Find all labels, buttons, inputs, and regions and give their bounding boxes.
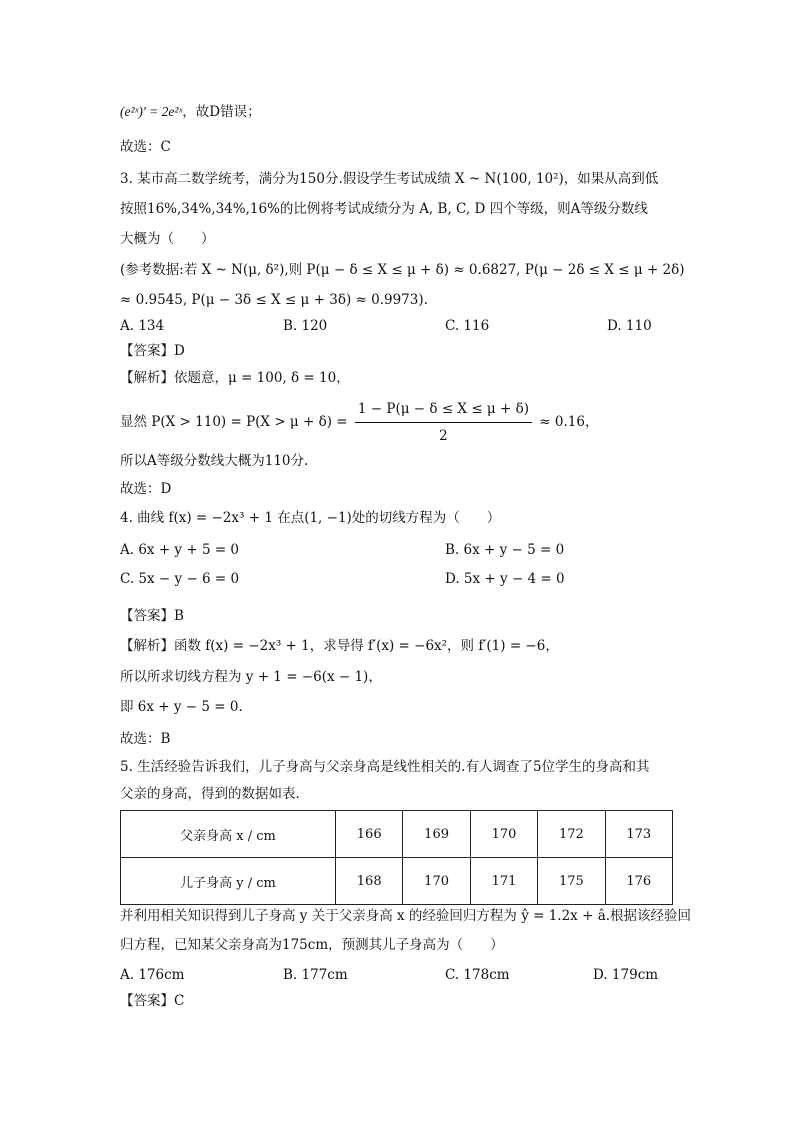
choose-c: 故选：C: [120, 139, 171, 155]
row-label-son: 儿子身高 y / cm: [121, 858, 336, 905]
table-cell: 170: [403, 858, 470, 905]
table-cell: 172: [538, 811, 605, 858]
q3-analysis-line2: [120, 398, 598, 447]
q5-answer: 【答案】C: [120, 993, 185, 1009]
table-row-son: [121, 858, 673, 905]
q3-answer: 【答案】D: [120, 343, 185, 359]
q4-option-d: D. 5x + y − 4 = 0: [445, 571, 565, 587]
table-cell: 168: [336, 858, 403, 905]
table-row-father: [121, 811, 673, 858]
q3-reference-line2: ≈ 0.9545, P(μ − 3δ ≤ X ≤ μ + 3δ) ≈ 0.9973).: [120, 292, 428, 308]
table-cell: 175: [538, 858, 605, 905]
q3-analysis2-post: ≈ 0.16，: [539, 414, 599, 430]
q4-answer: 【答案】B: [120, 608, 184, 624]
q3-option-a: A. 134: [120, 318, 165, 334]
q4-option-a: A. 6x + y + 5 = 0: [120, 542, 240, 558]
table-cell: 170: [470, 811, 537, 858]
q3-stem-line3: 大概为（ ）: [120, 231, 215, 247]
q3-fraction: [355, 398, 532, 447]
q5-option-c: C. 178cm: [445, 967, 510, 983]
q4-option-b: B. 6x + y − 5 = 0: [445, 542, 565, 558]
q4-option-c: C. 5x − y − 6 = 0: [120, 571, 240, 587]
derivative-line: [120, 103, 261, 121]
q5-after-line2: 归方程，已知某父亲身高为175cm，预测其儿子身高为（ ）: [120, 937, 504, 953]
table-cell: 171: [470, 858, 537, 905]
q3-option-c: C. 116: [445, 318, 490, 334]
q5-stem-line1: 5. 生活经验告诉我们，儿子身高与父亲身高是线性相关的.有人调查了5位学生的身高和其: [120, 759, 650, 775]
q3-fraction-denominator: 2: [439, 428, 448, 444]
table-cell: 173: [605, 811, 672, 858]
q5-option-d: D. 179cm: [593, 967, 659, 983]
q3-option-b: B. 120: [283, 318, 328, 334]
q3-analysis-line3: 所以A等级分数线大概为110分.: [120, 453, 309, 469]
q3-stem-line2: 按照16%,34%,34%,16%的比例将考试成绩分为 A, B, C, D 四个等级，则A等级分数线: [120, 201, 648, 217]
q3-reference-line1: (参考数据:若 X ~ N(μ, δ²),则 P(μ − δ ≤ X ≤ μ + δ) ≈ 0.6827, P(μ − 2δ ≤ X ≤ μ + 2δ): [120, 262, 685, 278]
q3-analysis2-pre: 显然 P(X > 110) = P(X > μ + δ) =: [120, 414, 348, 430]
q4-analysis-line2: 所以所求切线方程为 y + 1 = −6(x − 1)，: [120, 669, 382, 685]
q4-analysis-line1: 【解析】函数 f(x) = −2x³ + 1，求导得 f′(x) = −6x²，则 f′(1) = −6，: [120, 638, 559, 654]
q4-analysis-line3: 即 6x + y − 5 = 0.: [120, 699, 243, 715]
q3-fraction-numerator: 1 − P(μ − δ ≤ X ≤ μ + δ): [355, 398, 532, 423]
q5-stem-line2: 父亲的身高，得到的数据如表.: [120, 786, 300, 802]
q3-option-d: D. 110: [607, 318, 652, 334]
table-cell: 176: [605, 858, 672, 905]
height-data-table: [120, 810, 673, 905]
q5-after-line1: 并利用相关知识得到儿子身高 y 关于父亲身高 x 的经验回归方程为 ŷ = 1.2x + â.根据该经验回: [120, 908, 692, 924]
table-cell: 169: [403, 811, 470, 858]
q3-stem-line1: 3. 某市高二数学统考，满分为150分.假设学生考试成绩 X ~ N(100, 10²)，如果从高到低: [120, 171, 659, 187]
derivative-tail: ，故D错误；: [182, 104, 261, 120]
q4-choose: 故选：B: [120, 731, 171, 747]
row-label-father: 父亲身高 x / cm: [121, 811, 336, 858]
q3-analysis-line1: 【解析】依题意，μ = 100, δ = 10，: [120, 370, 350, 386]
q3-choose: 故选：D: [120, 481, 172, 497]
q5-option-b: B. 177cm: [283, 967, 348, 983]
table-cell: 166: [336, 811, 403, 858]
q4-stem: 4. 曲线 f(x) = −2x³ + 1 在点(1, −1)处的切线方程为（ ）: [120, 510, 501, 526]
derivative-formula: (e²ˣ)′ = 2e²ˣ: [120, 104, 183, 119]
q5-option-a: A. 176cm: [120, 967, 185, 983]
